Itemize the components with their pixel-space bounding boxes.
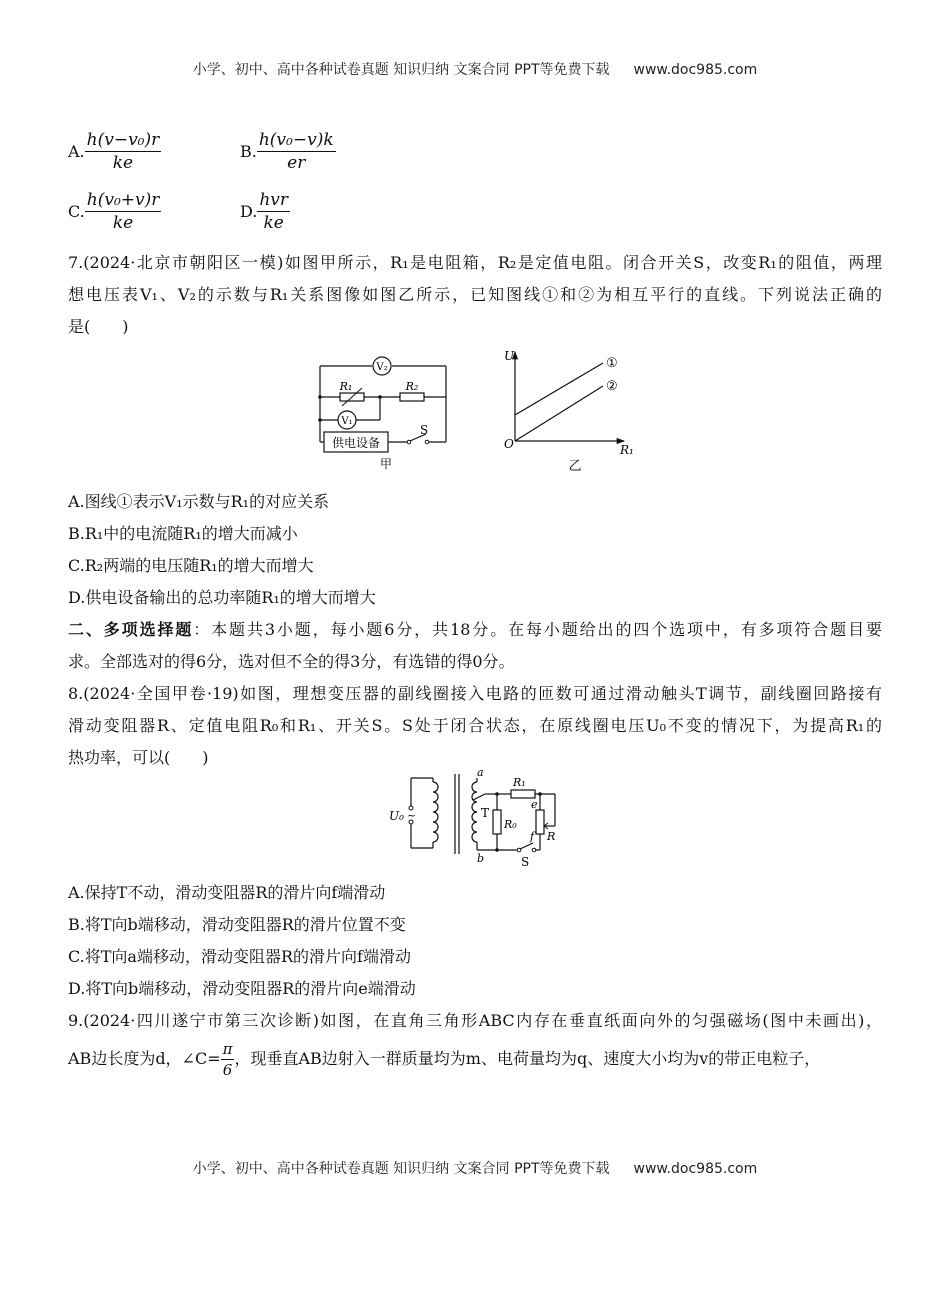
- q7-stem-line1: 7.(2024·北京市朝阳区一模)如图甲所示，R₁是电阻箱，R₂是定值电阻。闭合开关S，改变R₁的阻值，两理: [68, 253, 882, 272]
- footer-site[interactable]: www.doc985.com: [633, 1161, 758, 1177]
- q8-option-c: C.将T向a端移动，滑动变阻器R的滑片向f端滑动: [68, 947, 411, 966]
- q6-option-c: [68, 190, 161, 233]
- page-header: [0, 59, 950, 79]
- r0-resistor: [493, 810, 501, 834]
- terminal-e-label: e: [531, 798, 538, 811]
- primary-coil: [433, 782, 438, 842]
- q6-option-a-label: A.: [68, 142, 85, 161]
- r2-resistor: [400, 393, 424, 401]
- line-1-label: ①: [606, 356, 618, 371]
- terminal-f-label: f: [530, 830, 535, 843]
- section2-line1: [68, 617, 882, 640]
- terminal-b-label: b: [477, 852, 485, 865]
- q8-option-a: A.保持T不动，滑动变阻器R的滑片向f端滑动: [68, 883, 386, 902]
- q7-stem-line2: 想电压表V₁、V₂的示数与R₁关系图像如图乙所示，已知图线①和②为相互平行的直线。下列说法正确的: [68, 285, 882, 304]
- header-site[interactable]: www.doc985.com: [633, 62, 758, 78]
- secondary-coil: [472, 782, 477, 842]
- supply-label: 供电设备: [331, 436, 381, 450]
- tap-t-label: T: [481, 806, 490, 820]
- q6-option-d-denominator: ke: [263, 213, 284, 233]
- q6-option-d: [240, 190, 290, 233]
- q7-stem-line3: 是( ): [68, 317, 129, 336]
- u-axis-label: U: [504, 349, 515, 363]
- q6-option-d-numerator: hvr: [259, 190, 289, 210]
- q7-circuit-figure: [312, 350, 457, 475]
- q6-option-b-denominator: er: [287, 153, 306, 173]
- q7-option-b: B.R₁中的电流随R₁的增大而减小: [68, 524, 298, 543]
- r1-resistor-q8: [511, 790, 535, 798]
- q8-stem-line1: 8.(2024·全国甲卷·19)如图，理想变压器的副线圈接入电路的匝数可通过滑动触头T调节，副线圈回路接有: [68, 684, 882, 703]
- q7-option-c: C.R₂两端的电压随R₁的增大而增大: [68, 556, 314, 575]
- rheostat-label: R: [547, 830, 556, 843]
- section2-rules-1: ：本题共3小题，每小题6分，共18分。在每小题给出的四个选项中，有多项符合题目要: [193, 620, 882, 639]
- q8-stem-line3: 热功率，可以( ): [68, 748, 209, 767]
- q7-graph-figure: [498, 348, 643, 476]
- q9-stem-line1: 9.(2024·四川遂宁市第三次诊断)如图，在直角三角形ABC内存在垂直纸面向外的匀强磁场(图中未画出)，: [68, 1011, 882, 1030]
- q8-option-d: D.将T向b端移动，滑动变阻器R的滑片向e端滑动: [68, 979, 416, 998]
- switch-s-label: S: [521, 855, 530, 869]
- r1-label-q8: R₁: [513, 776, 526, 789]
- q8-stem-line2: 滑动变阻器R、定值电阻R₀和R₁、开关S。S处于闭合状态，在原线圈电压U₀不变的情况下，为提高R₁的: [68, 716, 882, 735]
- header-text: 小学、初中、高中各种试卷真题 知识归纳 文案合同 PPT等免费下载: [192, 62, 610, 78]
- section2-title: 二、多项选择题: [68, 620, 194, 639]
- q7-option-a: A.图线①表示V₁示数与R₁的对应关系: [68, 492, 330, 511]
- u0-label: U₀: [389, 809, 404, 823]
- q6-option-a-denominator: ke: [112, 153, 134, 173]
- q9-angle-numerator: π: [222, 1040, 233, 1058]
- v2-label: V₂: [376, 362, 388, 373]
- switch-label: S: [420, 423, 429, 437]
- r1-label: R₁: [339, 380, 353, 393]
- r0-label: R₀: [504, 818, 517, 831]
- q9-angle-denominator: 6: [222, 1061, 233, 1079]
- page-footer: [0, 1158, 950, 1178]
- graph-line-1: [515, 363, 603, 415]
- figure-jia-caption: 甲: [379, 457, 393, 471]
- rheostat-r: [536, 810, 544, 834]
- q6-option-b-numerator: h(v₀−v)k: [258, 130, 334, 150]
- ac-symbol: ~: [407, 809, 417, 822]
- q6-option-b: [240, 130, 336, 173]
- q9-stem-line2-part1: AB边长度为d，∠C=: [68, 1049, 221, 1068]
- section2-line2: 求。全部选对的得6分，选对但不全的得3分，有选错的得0分。: [68, 652, 515, 671]
- figure-yi-caption: 乙: [568, 459, 582, 474]
- q9-stem-line2-part2: ，现垂直AB边射入一群质量均为m、电荷量均为q、速度大小均为v的带正电粒子，: [234, 1049, 821, 1068]
- q6-option-a: [68, 130, 161, 173]
- q6-option-a-numerator: h(v−v₀)r: [86, 130, 160, 150]
- q6-option-c-numerator: h(v₀+v)r: [86, 190, 160, 210]
- q8-option-b: B.将T向b端移动，滑动变阻器R的滑片位置不变: [68, 915, 406, 934]
- q6-option-c-label: C.: [68, 202, 85, 221]
- q8-transformer-figure: [385, 770, 565, 870]
- q6-option-d-label: D.: [240, 202, 258, 221]
- r2-label: R₂: [405, 380, 419, 393]
- q6-option-b-label: B.: [240, 142, 257, 161]
- q7-option-d: D.供电设备输出的总功率随R₁的增大而增大: [68, 588, 376, 607]
- v1-label: V₁: [341, 416, 353, 427]
- terminal-a-label: a: [477, 770, 484, 779]
- line-2-label: ②: [606, 379, 618, 394]
- origin-label: O: [504, 437, 514, 451]
- r1-axis-label: R₁: [620, 443, 634, 457]
- graph-line-2: [515, 386, 603, 441]
- q6-option-c-denominator: ke: [112, 213, 134, 233]
- footer-text: 小学、初中、高中各种试卷真题 知识归纳 文案合同 PPT等免费下载: [192, 1161, 610, 1177]
- q9-stem-line2: [68, 1040, 820, 1079]
